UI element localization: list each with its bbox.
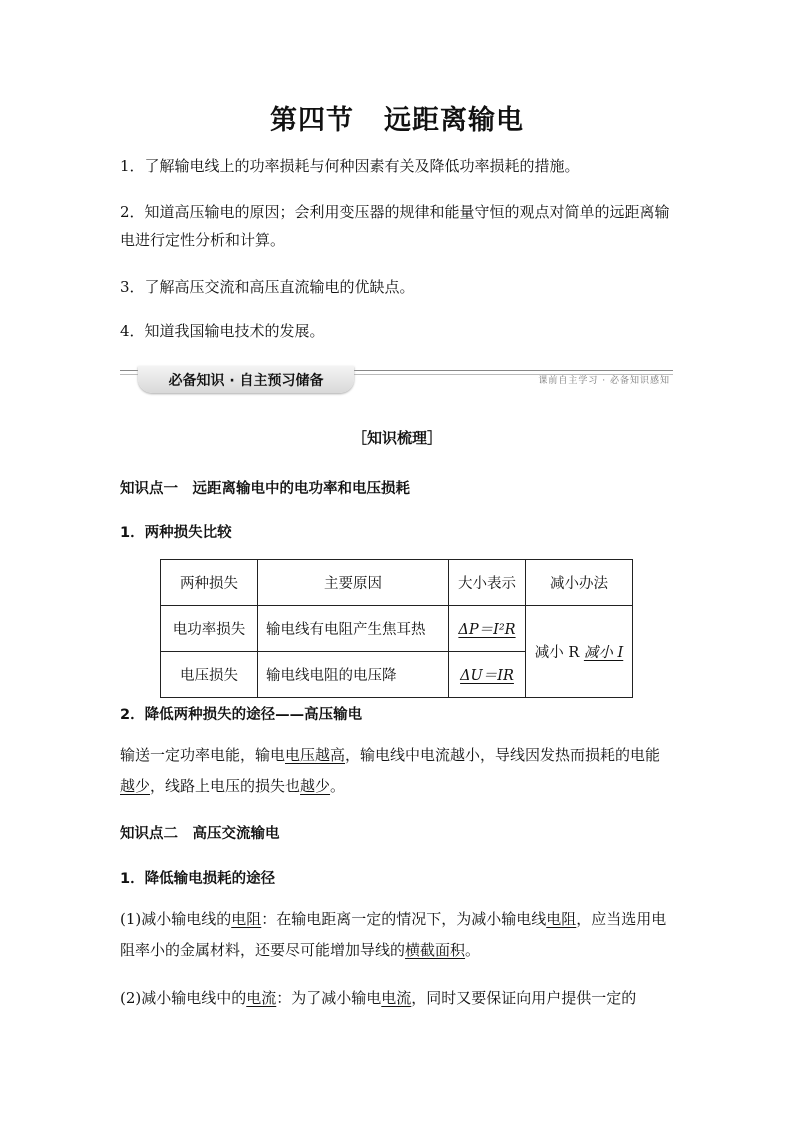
- table-row: [161, 606, 633, 652]
- paragraph: (2)减小输电线中的电流：为了减小输电电流，同时又要保证向用户提供一定的: [120, 989, 637, 1007]
- answer-blank: 电流: [381, 989, 412, 1007]
- table-cell: 减小 R 减小 I: [526, 606, 633, 698]
- goal-item: 2．知道高压输电的原因；会利用变压器的规律和能量守恒的观点对简单的远距离输电进行定性分析和计算。: [120, 203, 670, 249]
- answer-blank: 越少: [120, 777, 151, 795]
- answer-blank: 电压越高: [285, 746, 346, 764]
- formula: ΔP＝I²R: [458, 622, 516, 638]
- answer-blank: 电阻: [546, 910, 577, 928]
- goal-item: 3．了解高压交流和高压直流输电的优缺点。: [120, 278, 415, 296]
- knowledge-point-heading: 知识点一 远距离输电中的电功率和电压损耗: [120, 481, 410, 497]
- table-cell: 输电线电阻的电压降: [258, 652, 449, 698]
- table-header-cell: 减小办法: [526, 560, 633, 606]
- answer-blank: 越少: [300, 777, 331, 795]
- loss-comparison-table: [160, 559, 633, 698]
- page-title: 第四节 远距离输电: [270, 105, 524, 136]
- subheading: 1．降低输电损耗的途径: [120, 871, 276, 887]
- table-header-row: [161, 560, 633, 606]
- table-cell: 电压损失: [161, 652, 258, 698]
- table-cell: 电功率损失: [161, 606, 258, 652]
- method-answer: 减小 I: [583, 645, 624, 661]
- table-header-cell: 主要原因: [258, 560, 449, 606]
- answer-blank: 横截面积: [405, 941, 466, 959]
- section-title: ［知识梳理］: [351, 429, 442, 447]
- answer-blank: 电流: [246, 989, 277, 1007]
- table-header-cell: 两种损失: [161, 560, 258, 606]
- table-header-cell: 大小表示: [449, 560, 526, 606]
- banner-label: 必备知识 · 自主预习储备: [168, 373, 324, 389]
- subheading: 2．降低两种损失的途径——高压输电: [120, 707, 363, 723]
- answer-blank: 电阻: [231, 910, 262, 928]
- paragraph: 输送一定功率电能，输电电压越高，输电线中电流越小，导线因发热而损耗的电能越少，线路上电压的损失也越少。: [120, 746, 661, 795]
- formula: ΔU＝IR: [460, 668, 514, 684]
- banner-caption: 课前自主学习 · 必备知识感知: [538, 376, 670, 386]
- knowledge-point-heading: 知识点二 高压交流输电: [120, 826, 280, 842]
- goal-item: 4．知道我国输电技术的发展。: [120, 322, 325, 340]
- goal-item: 1．了解输电线上的功率损耗与何种因素有关及降低功率损耗的措施。: [120, 157, 580, 175]
- table-cell: [449, 652, 526, 698]
- table-cell: [449, 606, 526, 652]
- paragraph: (1)减小输电线的电阻：在输电距离一定的情况下，为减小输电线电阻，应当选用电阻率小的金属材料，还要尽可能增加导线的横截面积。: [120, 910, 667, 959]
- table-cell: 输电线有电阻产生焦耳热: [258, 606, 449, 652]
- subheading: 1．两种损失比较: [120, 525, 232, 541]
